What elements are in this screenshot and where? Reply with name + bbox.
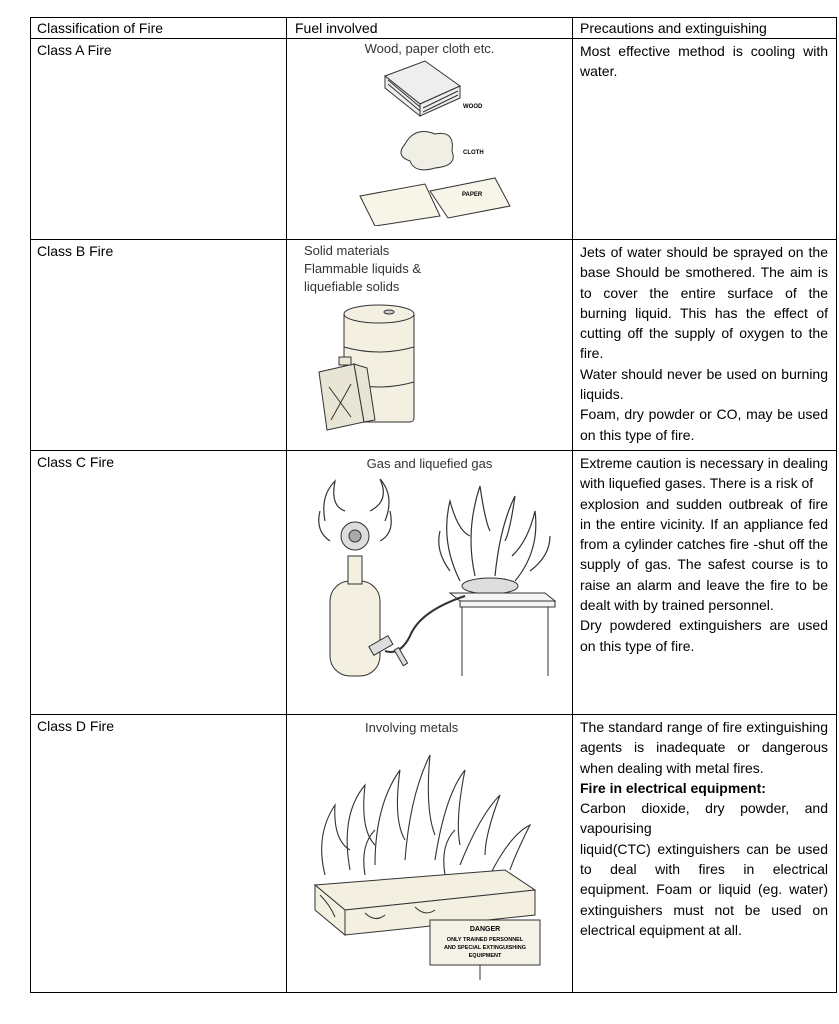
class-c-fuel-label: Gas and liquefied gas <box>366 456 493 471</box>
wood-label: WOOD <box>462 104 482 110</box>
fuel-line: liquefiable solids <box>304 279 400 294</box>
class-c-fuel-cell <box>287 451 573 715</box>
burner-flame-icon <box>438 486 549 581</box>
precaution-text: Dry powdered extinguishers are used on this type of fire. <box>580 617 828 654</box>
class-a-label: Class A Fire <box>31 39 287 240</box>
class-b-label: Class B Fire <box>31 240 287 451</box>
table-row <box>31 715 837 993</box>
fire-classification-table <box>30 17 837 993</box>
danger-sign-line: AND SPECIAL EXTINGUISHING <box>443 945 526 951</box>
precaution-text: liquid(CTC) extinguishers can be used to deal with fires in electrical equipment. Foam or liquid (eg. water) extinguishers must not be used on electrical equipment at all. <box>580 840 828 938</box>
precaution-text: Extreme caution is necessary in dealing with liquefied gases. There is a risk of <box>580 455 828 492</box>
table-row <box>31 451 837 715</box>
precaution-heading: Fire in electrical equipment: <box>580 779 766 796</box>
table-header-row <box>31 18 837 39</box>
class-d-fuel-label: Involving metals <box>365 720 459 735</box>
class-a-fuel-label: Wood, paper cloth etc. <box>364 41 495 56</box>
flames-icon <box>321 755 529 875</box>
class-a-precautions <box>573 39 837 240</box>
class-c-label: Class C Fire <box>31 451 287 715</box>
paper-label: PAPER <box>461 192 482 198</box>
class-a-fuel-cell <box>287 39 573 240</box>
wood-icon <box>385 61 460 116</box>
precaution-text: Jets of water should be sprayed on the base Should be smothered. The aim is to cover the entire surface of the burning liquid. This has the effect of cutting off the supply of oxygen to the fire. <box>580 244 828 362</box>
header-precautions: Precautions and extinguishing <box>573 18 837 39</box>
header-fuel: Fuel involved <box>287 18 573 39</box>
danger-sign-line: EQUIPMENT <box>468 953 501 959</box>
burner-icon <box>462 578 518 594</box>
danger-sign-line: ONLY TRAINED PERSONNEL <box>446 937 523 943</box>
wood-paper-cloth-illustration <box>330 56 530 226</box>
paper-icon <box>360 178 510 226</box>
class-c-precautions <box>573 451 837 715</box>
gas-cylinder-fire-illustration <box>300 471 560 681</box>
precaution-text: Carbon dioxide, dry powder, and vapourising <box>580 800 828 837</box>
class-b-precautions <box>573 240 837 451</box>
class-d-precautions <box>573 715 837 993</box>
class-d-fuel-cell <box>287 715 573 993</box>
fuel-line: Flammable liquids & <box>304 261 422 276</box>
table-row <box>31 240 837 451</box>
table-stand-icon <box>450 593 555 676</box>
header-classification: Classification of Fire <box>31 18 287 39</box>
danger-sign-title: DANGER <box>469 926 500 933</box>
precaution-text: Water should never be used on burning liquids. <box>580 365 828 403</box>
class-d-label: Class D Fire <box>31 715 287 993</box>
fuel-line: Solid materials <box>304 243 390 258</box>
jerrycan-icon <box>319 357 375 430</box>
precaution-text: Most effective method is cooling with water. <box>580 43 828 80</box>
class-b-fuel-cell <box>287 240 573 451</box>
metal-fire-illustration <box>305 735 555 980</box>
hose-icon <box>385 596 465 652</box>
table-row <box>31 39 837 240</box>
precaution-text: Foam, dry powder or CO, may be used on this type of fire. <box>580 406 828 443</box>
class-b-fuel-label <box>287 240 572 296</box>
cloth-label: CLOTH <box>462 150 484 156</box>
cloth-icon <box>401 132 453 170</box>
drum-and-jerrycan-illustration <box>309 302 449 432</box>
precaution-text: explosion and sudden outbreak of fire in the entire vicinity. If an appliance fed from a cylinder catches fire -shut off the supply of gas. The safest course is to raise an alarm and leave the fire to be dealt with by trained personnel. <box>580 495 828 614</box>
precaution-text: The standard range of fire extinguishing agents is inadequate or dangerous when dealing with metal fires. <box>580 719 828 776</box>
